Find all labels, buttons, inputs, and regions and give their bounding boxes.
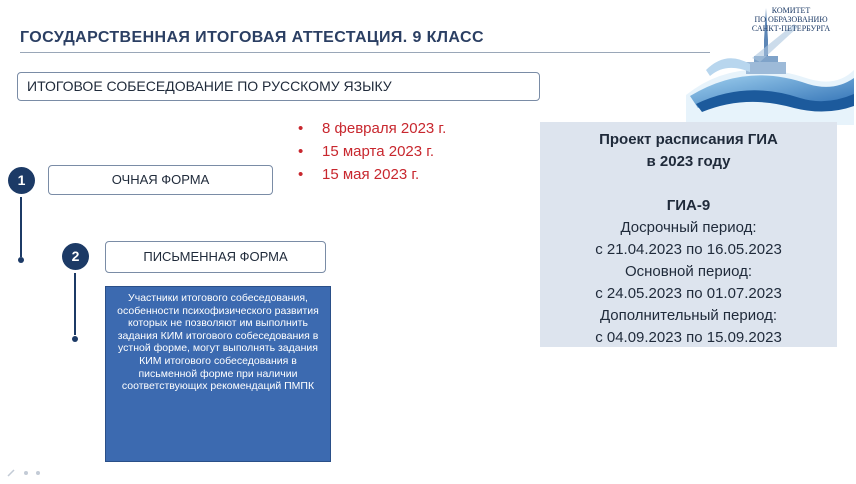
schedule-panel [540, 122, 837, 347]
connector-dot-2 [72, 336, 78, 342]
period-name-main: Основной период: [624, 263, 753, 280]
connector-dot-1 [18, 257, 24, 263]
topic-box: ИТОГОВОЕ СОБЕСЕДОВАНИЕ ПО РУССКОМУ ЯЗЫКУ [17, 72, 540, 101]
logo-line-1: КОМИТЕТ [771, 6, 811, 15]
period-name-additional: Дополнительный период: [599, 307, 778, 324]
logo-line-3: САНКТ-ПЕТЕРБУРГА [751, 24, 831, 33]
committee-logo [676, 0, 856, 125]
period-range-early: с 21.04.2023 по 16.05.2023 [595, 241, 782, 258]
period-name-early: Досрочный период: [620, 219, 757, 236]
date-item: • 15 марта 2023 г. [298, 140, 446, 163]
form-box-written: ПИСЬМЕННАЯ ФОРМА [105, 241, 326, 273]
connector-line-2 [74, 273, 76, 335]
period-range-additional: с 04.09.2023 по 15.09.2023 [595, 329, 782, 346]
date-item: • 8 февраля 2023 г. [298, 117, 446, 140]
form-box-in-person: ОЧНАЯ ФОРМА [48, 165, 273, 195]
pen-tool-icon[interactable] [6, 466, 46, 481]
title-underline [20, 52, 710, 53]
schedule-exam-name: ГИА-9 [666, 197, 711, 214]
logo-line-2: ПО ОБРАЗОВАНИЮ [754, 15, 828, 24]
page-title: ГОСУДАРСТВЕННАЯ ИТОГОВАЯ АТТЕСТАЦИЯ. 9 КЛАСС [20, 29, 484, 46]
schedule-heading-line-2: в 2023 году [646, 153, 731, 170]
schedule-heading-line-1: Проект расписания ГИА [599, 131, 778, 148]
written-form-note: Участники итогового собеседования, особенности психофизического развития которых не позволяют им выполнить задания КИМ итогового собеседования в устной форме, могут выполнять задания КИМ итогового собеседования в письменной форме при наличии соответствующих рекомендаций ПМПК [105, 286, 331, 462]
connector-line-1 [20, 197, 22, 257]
step-number-1: 1 [8, 167, 35, 194]
oral-exam-dates [298, 117, 446, 186]
date-item: • 15 мая 2023 г. [298, 163, 446, 186]
step-number-2: 2 [62, 243, 89, 270]
period-range-main: с 24.05.2023 по 01.07.2023 [595, 285, 782, 302]
